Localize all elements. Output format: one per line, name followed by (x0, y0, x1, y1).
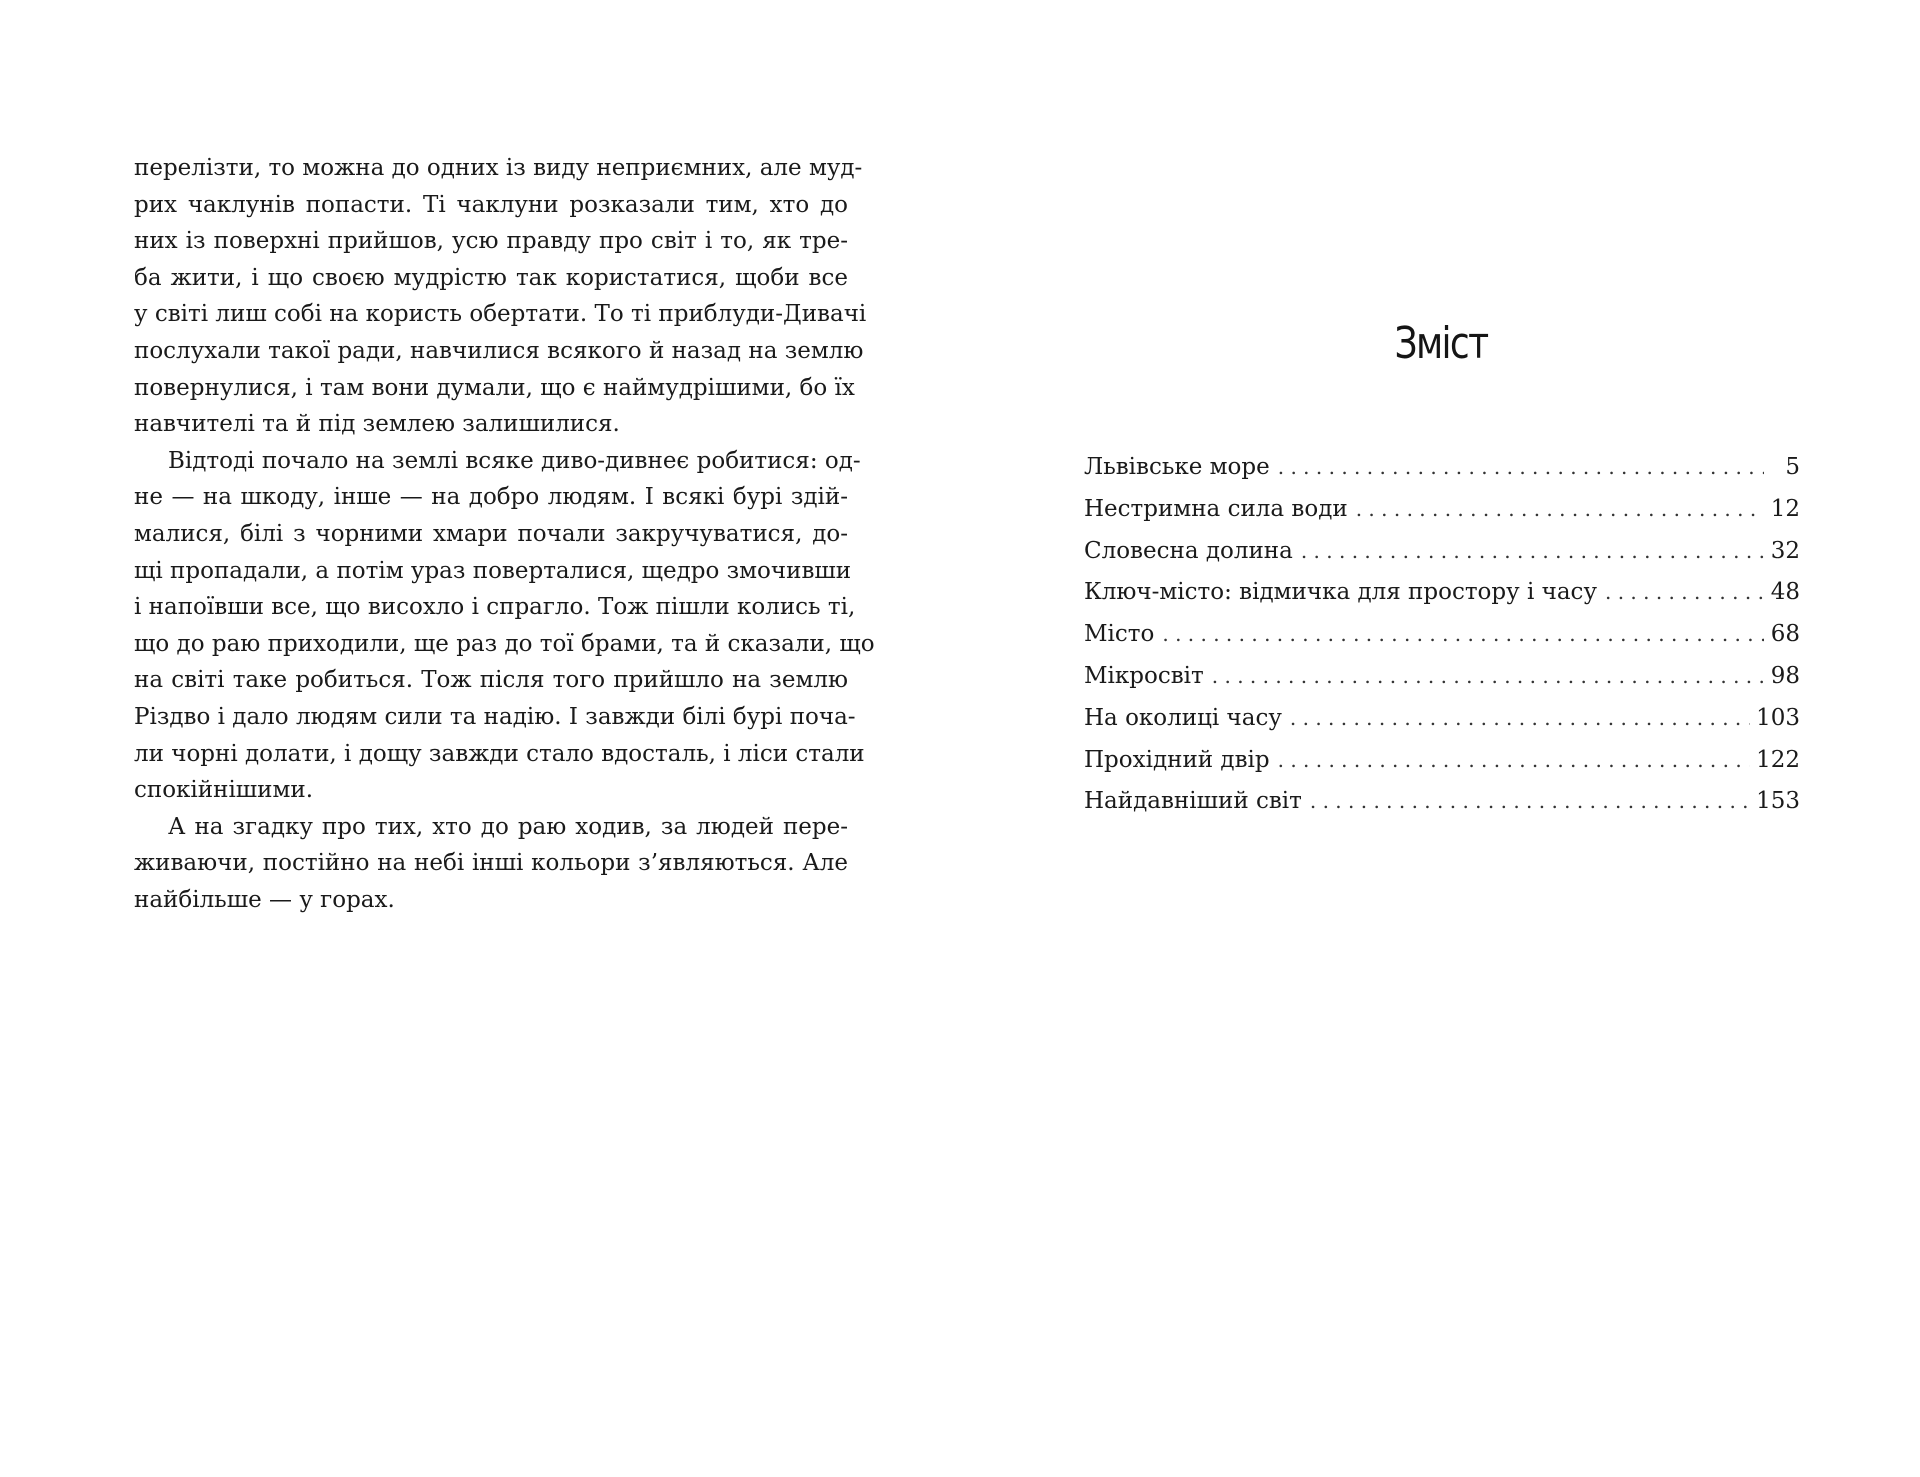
toc-entry[interactable] (1084, 447, 1800, 489)
toc-entry[interactable] (1084, 614, 1800, 656)
toc-entry-title: Мікросвіт (1084, 662, 1204, 689)
toc-entry-page: 68 (1770, 621, 1800, 648)
text-line: живаючи, постійно на небі інші кольори з’являються. Але (134, 850, 848, 877)
leader-dots (1162, 614, 1764, 656)
toc-entry-page: 48 (1770, 579, 1800, 606)
toc-entry-page: 103 (1756, 704, 1800, 731)
leader-dots (1278, 447, 1764, 489)
text-line: спокійнішими. (134, 777, 314, 804)
toc-title: Зміст (1394, 318, 1488, 369)
toc-entry-page: 153 (1756, 788, 1800, 815)
toc-entry-title: Ключ-місто: відмичка для простору і часу (1084, 579, 1597, 606)
text-line: і напоївши все, що висохло і спрагло. Тож пішли колись ті, (134, 594, 856, 621)
text-line: повернулися, і там вони думали, що є наймудрішими, бо їх (134, 374, 855, 401)
text-line: у світі лиш собі на користь обертати. То ті приблуди-Дивачі (134, 301, 867, 328)
text-line: навчителі та й під землею залишилися. (134, 411, 620, 438)
toc-entry-title: Місто (1084, 621, 1155, 648)
leader-dots (1278, 740, 1750, 782)
toc-entry[interactable] (1084, 489, 1800, 531)
text-line: найбільше — у горах. (134, 886, 395, 913)
text-line: ли чорні долати, і дощу завжди стало вдосталь, і ліси стали (134, 740, 865, 767)
toc-entry-page: 32 (1770, 537, 1800, 564)
toc-entry[interactable] (1084, 740, 1800, 782)
text-line: що до раю приходили, ще раз до тої брами, та й сказали, що (134, 630, 875, 657)
toc-entry-page: 5 (1785, 454, 1800, 480)
text-line: ба жити, і що своєю мудрістю так користатися, щоби все (134, 264, 848, 291)
text-line: малися, білі з чорними хмари почали закручуватися, до- (134, 520, 848, 547)
toc-entry[interactable] (1084, 698, 1800, 740)
toc-entry-title: Прохідний двір (1084, 746, 1270, 773)
toc-entry-title: Нестримна сила води (1084, 495, 1348, 522)
text-line: Різдво і дало людям сили та надію. І завжди білі бурі поча- (134, 703, 856, 730)
text-line: А на згадку про тих, хто до раю ходив, за людей пере- (168, 813, 848, 840)
table-of-contents (1084, 447, 1800, 823)
toc-entry[interactable] (1084, 531, 1800, 573)
leader-dots (1310, 781, 1750, 823)
toc-entry[interactable] (1084, 656, 1800, 698)
leader-dots (1356, 489, 1764, 531)
left-page-body (134, 150, 875, 918)
toc-entry-title: На околиці часу (1084, 704, 1282, 731)
text-line: них із поверхні прийшов, усю правду про світ і то, як тре- (134, 228, 848, 255)
text-line: перелізти, то можна до одних із виду неприємних, але муд- (134, 155, 863, 181)
toc-entry-title: Львівське море (1084, 454, 1270, 480)
leader-dots (1212, 656, 1764, 698)
text-line: на світі таке робиться. Тож після того прийшло на землю (134, 667, 848, 694)
toc-entry-page: 122 (1756, 746, 1800, 773)
toc-entry-title: Найдавніший світ (1084, 788, 1302, 815)
text-line: послухали такої ради, навчилися всякого й назад на землю (134, 337, 864, 364)
toc-entry-title: Словесна долина (1084, 537, 1293, 564)
text-line: Відтоді почало на землі всяке диво-дивнеє робитися: од- (168, 447, 861, 474)
leader-dots (1290, 698, 1750, 740)
text-line: не — на шкоду, інше — на добро людям. І всякі бурі здій- (134, 484, 848, 511)
text-line: щі пропадали, а потім ураз поверталися, щедро змочивши (134, 557, 852, 584)
toc-entry[interactable] (1084, 572, 1800, 614)
leader-dots (1605, 572, 1764, 614)
toc-entry-page: 12 (1770, 495, 1800, 522)
text-line: рих чаклунів попасти. Ті чаклуни розказали тим, хто до (134, 191, 848, 218)
leader-dots (1301, 531, 1764, 573)
toc-entry[interactable] (1084, 781, 1800, 823)
toc-entry-page: 98 (1770, 662, 1800, 689)
